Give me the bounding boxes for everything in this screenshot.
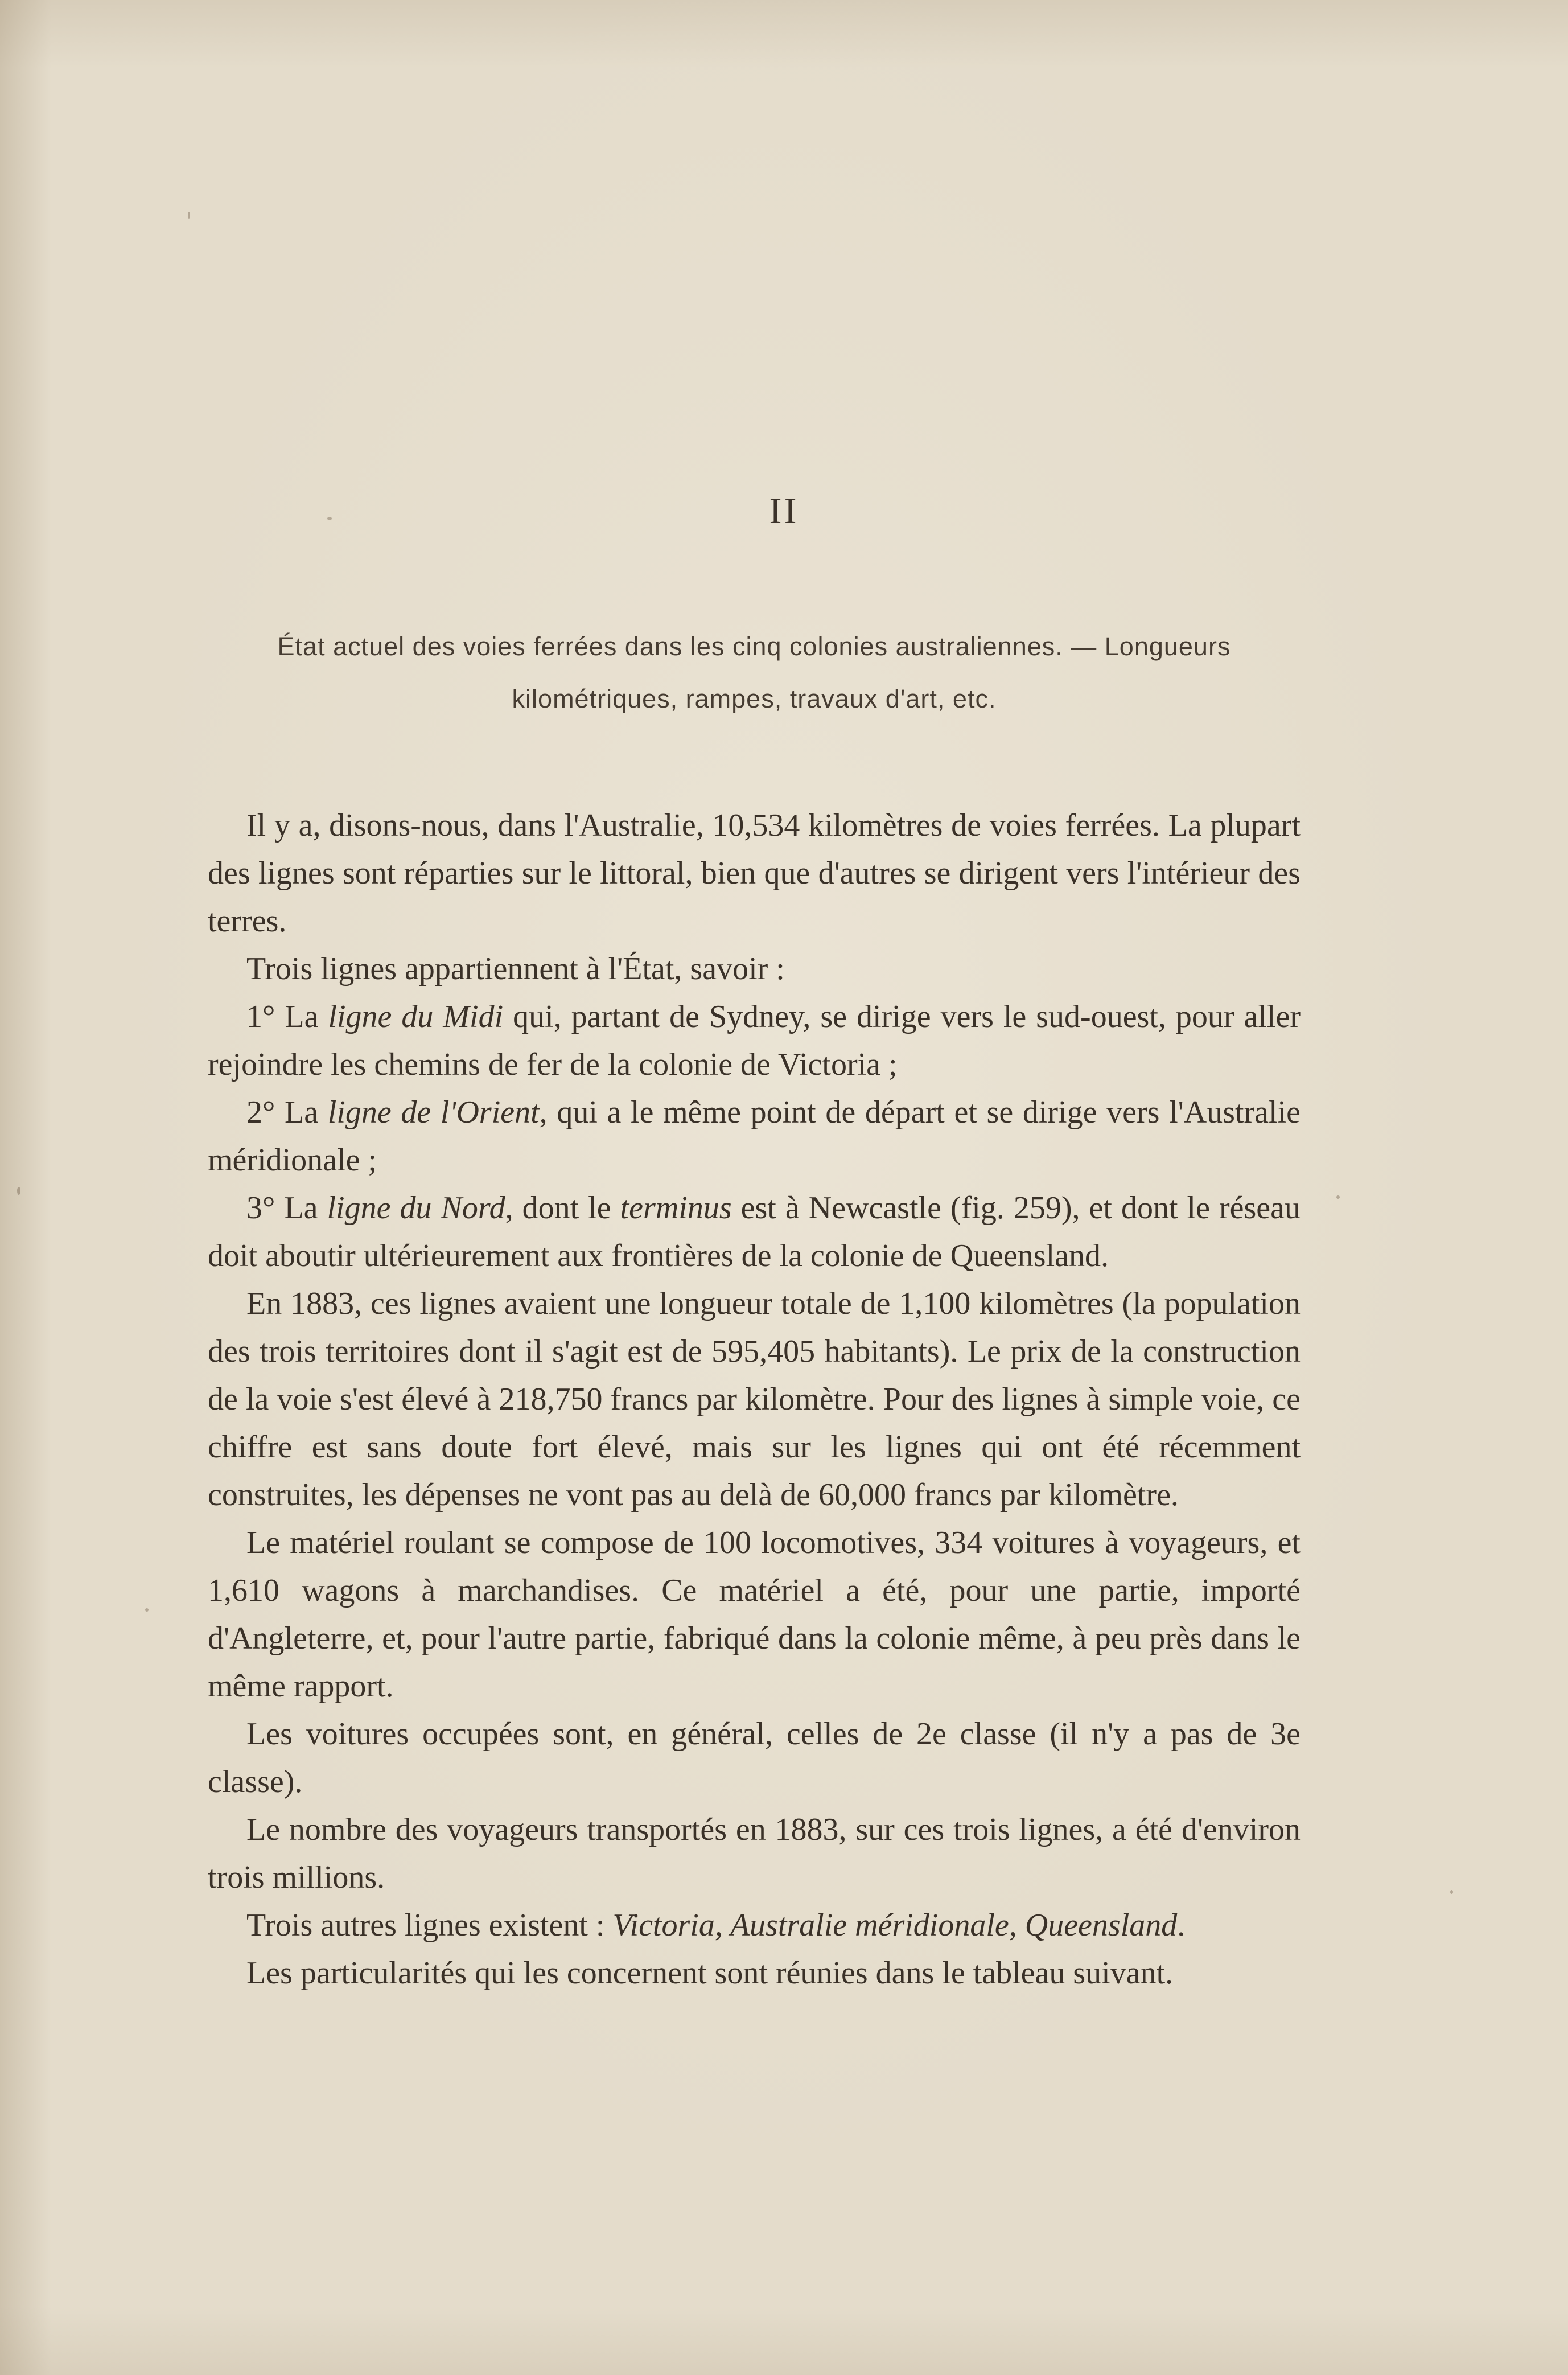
paragraph-11: Les particularités qui les concernent sont réunies dans le tableau suivant. [246,1955,1174,1991]
section-heading [205,621,1303,725]
paragraph-1: Il y a, disons-nous, dans l'Australie, 10,534 kilomètres de voies ferrées. La plupart des lignes sont réparties sur le littoral, bien que d'autres se dirigent vers l'intérieur des terres. [208,808,1301,939]
section-number: II [769,490,799,532]
paragraph-7: Le matériel roulant se compose de 100 locomotives, 334 voitures à voyageurs, et 1,610 wagons à marchandises. Ce matériel a été, pour une partie, importé d'Angleterre, et, pour l'autre partie, fabriqué dans la colonie même, à peu près dans le même rapport. [208,1525,1301,1704]
paragraph-6: En 1883, ces lignes avaient une longueur totale de 1,100 kilomètres (la population des trois territoires dont il s'agit est de 595,405 habitants). Le prix de la construction de la voie s'est élevé à 218,750 francs par kilomètre. Pour des lignes à simple voie, ce chiffre est sans doute fort élevé, mais sur les lignes qui ont été récemment construites, les dépenses ne vont pas au delà de 60,000 francs par kilomètre. [208,1286,1301,1513]
paragraph-9: Le nombre des voyageurs transportés en 1883, sur ces trois lignes, a été d'environ trois millions. [208,1812,1301,1895]
paragraph-5: 3° La ligne du Nord, dont le terminus est à Newcastle (fig. 259), et dont le réseau doit aboutir ultérieurement aux frontières de la colonie de Queensland. [208,1190,1301,1273]
section-heading-line-2: kilométriques, rampes, travaux d'art, etc. [512,684,997,713]
paragraph-2: Trois lignes appartiennent à l'État, savoir : [246,951,785,987]
section-heading-line-1: État actuel des voies ferrées dans les cinq colonies australiennes. — Longueurs [277,632,1231,661]
paragraph-4: 2° La ligne de l'Orient, qui a le même point de départ et se dirige vers l'Australie méridionale ; [208,1095,1301,1178]
paragraph-3: 1° La ligne du Midi qui, partant de Sydney, se dirige vers le sud-ouest, pour aller rejoindre les chemins de fer de la colonie de Victoria ; [208,999,1301,1082]
paragraph-8: Les voitures occupées sont, en général, celles de 2e classe (il n'y a pas de 3e classe). [208,1716,1301,1799]
paragraph-10: Trois autres lignes existent : Victoria, Australie méridionale, Queensland. [246,1908,1186,1943]
body-text [208,802,1301,1997]
